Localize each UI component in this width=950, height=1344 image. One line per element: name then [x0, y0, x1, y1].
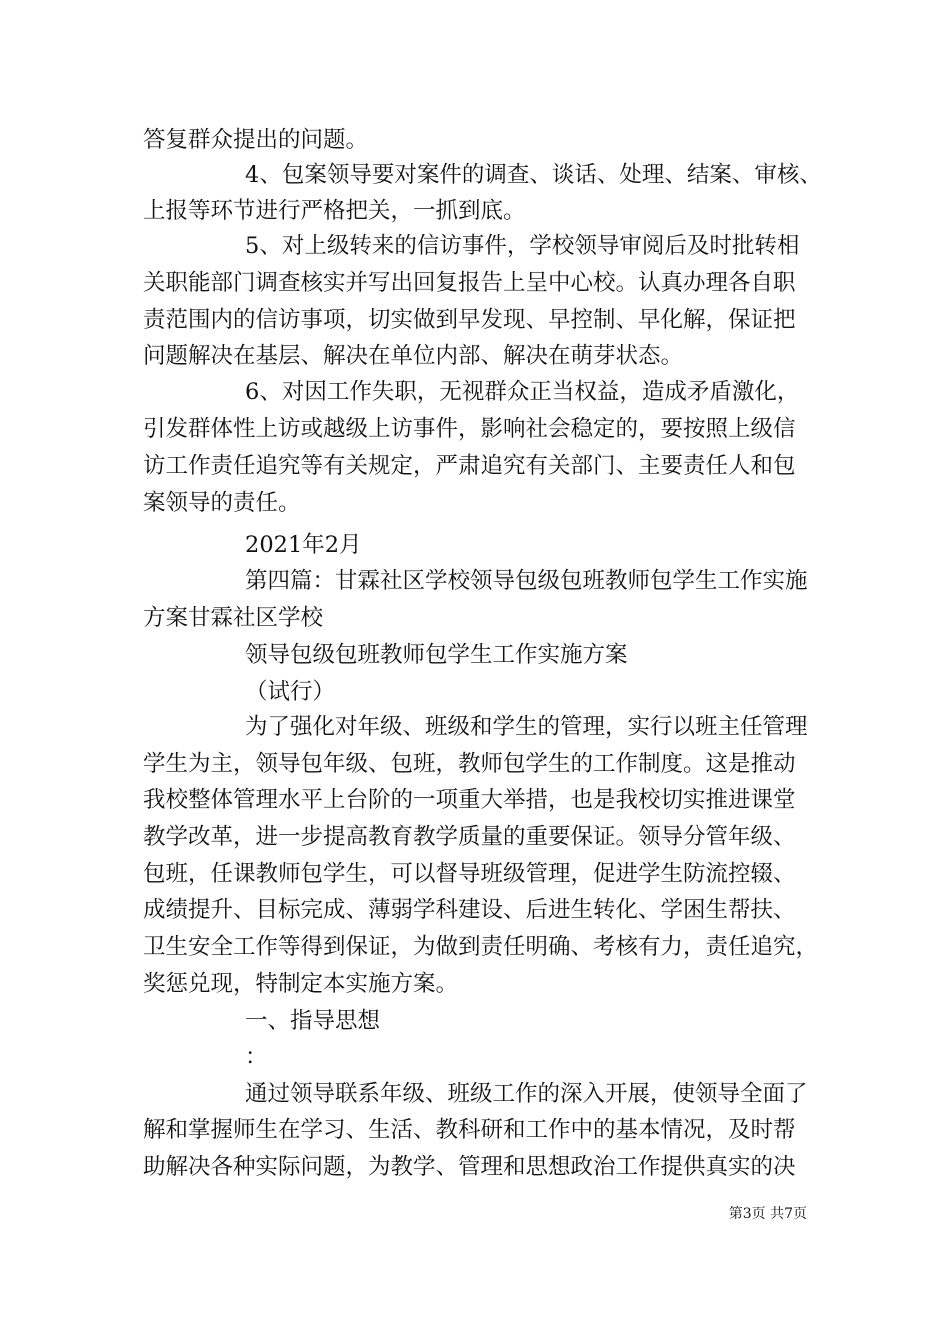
text-line: 为了强化对年级、班级和学生的管理，实行以班主任管理	[245, 714, 808, 740]
text-line: 助解决各种实际问题，为教学、管理和思想政治工作提供真实的决	[143, 1154, 796, 1180]
text-line: 5、对上级转来的信访事件，学校领导审阅后及时批转相	[245, 233, 800, 259]
text-line: 我校整体管理水平上台阶的一项重大举措，也是我校切实推进课堂	[143, 787, 796, 813]
document-subtitle: （试行）	[245, 679, 336, 705]
text-line: 解和掌握师生在学习、生活、教科研和工作中的基本情况，及时帮	[143, 1117, 796, 1143]
text-line: 包班，任课教师包学生，可以督导班级管理，促进学生防流控辍、	[143, 861, 796, 887]
text-line: 问题解决在基层、解决在单位内部、解决在萌芽状态。	[143, 343, 684, 369]
text-line: 通过领导联系年级、班级工作的深入开展，使领导全面了	[245, 1081, 808, 1107]
text-line: 奖惩兑现，特制定本实施方案。	[143, 971, 459, 997]
date-line: 2021年2月	[245, 532, 362, 558]
text-line: 关职能部门调查核实并写出回复报告上呈中心校。认真办理各自职	[143, 270, 796, 296]
text-line: 答复群众提出的问题。	[143, 127, 369, 153]
text-line: 6、对因工作失职，无视群众正当权益，造成矛盾激化，	[245, 379, 800, 405]
text-line: 4、包案领导要对案件的调查、谈话、处理、结案、审核、	[245, 162, 822, 188]
text-line: 卫生安全工作等得到保证，为做到责任明确、考核有力，责任追究，	[143, 934, 819, 960]
page-number-footer: 第3页 共7页	[728, 1206, 807, 1222]
text-line: 引发群体性上访或越级上访事件，影响社会稳定的，要按照上级信	[143, 416, 796, 442]
text-line: 教学改革，进一步提高教育教学质量的重要保证。领导分管年级、	[143, 824, 796, 850]
text-line: 访工作责任追究等有关规定，严肃追究有关部门、主要责任人和包	[143, 453, 796, 479]
text-line: 成绩提升、目标完成、薄弱学科建设、后进生转化、学困生帮扶、	[143, 897, 796, 923]
text-line: 案领导的责任。	[143, 490, 301, 516]
section-heading-continued: 方案甘霖社区学校	[143, 605, 324, 631]
text-line: 学生为主，领导包年级、包班，教师包学生的工作制度。这是推动	[143, 751, 796, 777]
section-heading: 第四篇：甘霖社区学校领导包级包班教师包学生工作实施	[245, 568, 808, 594]
document-title: 领导包级包班教师包学生工作实施方案	[245, 642, 628, 668]
text-line: 上报等环节进行严格把关，一抓到底。	[143, 198, 526, 224]
text-line: 责范围内的信访事项，切实做到早发现、早控制、早化解，保证把	[143, 307, 796, 333]
subheading: 一、指导思想	[245, 1008, 381, 1034]
text-line: ：	[245, 1044, 268, 1070]
